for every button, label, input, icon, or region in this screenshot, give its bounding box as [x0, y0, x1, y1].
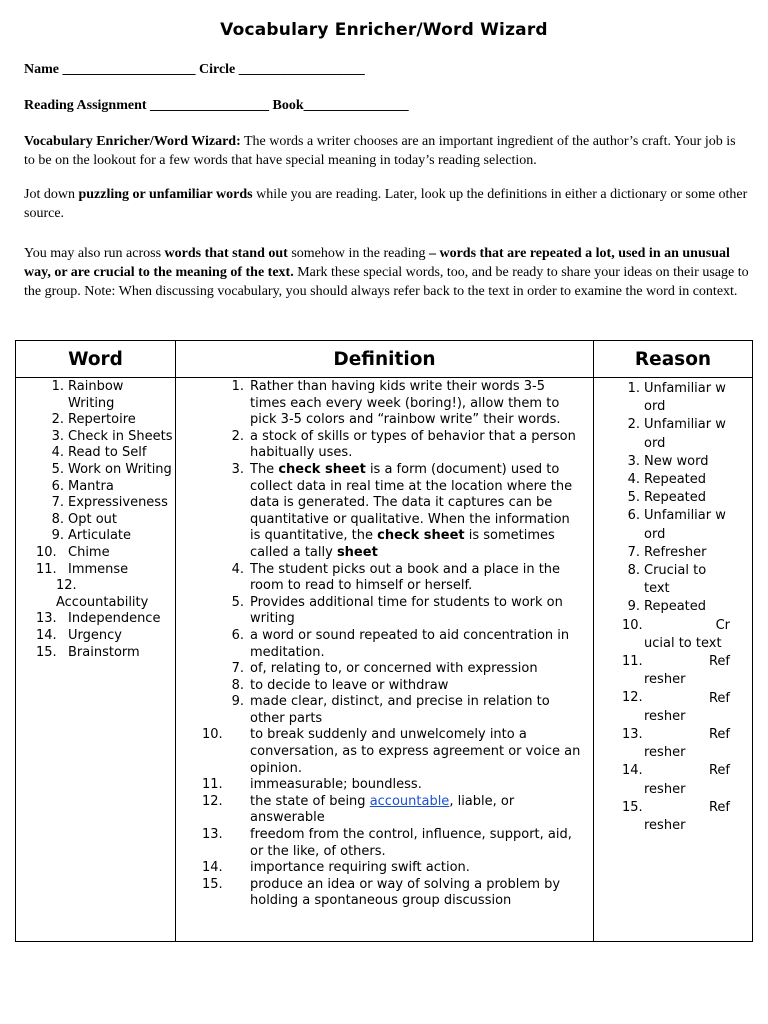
header-definition: Definition: [176, 341, 594, 378]
definition-list: [176, 379, 593, 910]
list-item: 7. Expressiveness: [51, 495, 168, 511]
list-item: 2. Repertoire: [51, 412, 136, 428]
name-circle-line: Name ___________________ Circle __________________: [24, 62, 365, 77]
table-row: [16, 378, 753, 942]
list-item: 11. Immense: [36, 561, 129, 577]
list-item: 1. Unfamiliar word: [627, 381, 726, 415]
list-item: 12. the state of being accountable, liable, or answerable: [202, 793, 515, 826]
list-item: 15. Ref resher: [622, 799, 730, 833]
list-item: 11. immeasurable; boundless.: [202, 777, 422, 793]
list-item: 15. Brainstorm: [36, 644, 140, 660]
definition-column: [176, 378, 594, 942]
list-item: 3. The check sheet is a form (document) used to collect data in real time at the location where the data is generated. The data it captures can be quantitative or qualitative. When the information is quantitative, the check sheet is sometimes called a tally sheet: [231, 461, 573, 560]
list-item: 7. of, relating to, or concerned with expression: [231, 661, 538, 677]
list-item: 14. importance requiring swift action.: [202, 860, 470, 876]
list-item: 14. Urgency: [36, 627, 122, 643]
list-item: 6. Unfamiliar word: [627, 508, 726, 542]
reading-assignment-line: Reading Assignment _________________ Book_______________: [24, 98, 409, 113]
intro-paragraph-2: Jot down puzzling or unfamiliar words while you are reading. Later, look up the definitions in either a dictionary or some other source.: [24, 187, 748, 221]
header-word: Word: [16, 341, 176, 378]
list-item: 13. freedom from the control, influence, support, aid, or the like, of others.: [202, 827, 572, 859]
list-item: 4. Repeated: [627, 472, 707, 488]
list-item: 4. Read to Self: [51, 445, 147, 461]
intro-paragraph-1: Vocabulary Enricher/Word Wizard: The words a writer chooses are an important ingredient of the author’s craft. Your job is to be on the lookout for a few words that have special meaning in today’s reading selection.: [24, 134, 736, 168]
intro-paragraph-3: You may also run across words that stand out somehow in the reading – words that are repeated a lot, used in an unusual way, or are crucial to the meaning of the text. Mark these special words, too, and be ready to share your ideas on their usage to the group. Note: When discussing vocabulary, you should always refer back to the text in order to examine the word in context.: [24, 246, 749, 299]
list-item: 1. Rather than having kids write their words 3-5 times each every week (boring!), allow them to pick 3-5 colors and “rainbow write” their words.: [231, 379, 561, 428]
list-item: 12. Ref resher: [622, 690, 730, 724]
list-item: 9. made clear, distinct, and precise in relation to other parts: [231, 694, 550, 726]
list-item: 14. Ref resher: [622, 763, 730, 797]
header-reason: Reason: [594, 341, 753, 378]
list-item: 1. Rainbow Writing: [51, 379, 124, 411]
list-item: 13. Independence: [36, 611, 161, 627]
word-list: [16, 379, 173, 661]
list-item: 3. New word: [627, 453, 709, 469]
list-item: 10. Chime: [36, 544, 110, 560]
list-item: 5. Repeated: [627, 490, 707, 506]
list-item: 8. Crucial to text: [627, 563, 707, 597]
list-item: 9. Articulate: [51, 528, 132, 544]
list-item: 5. Provides additional time for students to work on writing: [231, 594, 563, 627]
list-item: 6. a word or sound repeated to aid concentration in meditation.: [231, 627, 570, 660]
list-item: 3. Check in Sheets: [51, 428, 173, 444]
list-item: 12. Accountability: [56, 578, 149, 610]
reason-list: [594, 380, 752, 835]
list-item: 5. Work on Writing: [51, 461, 172, 477]
list-item: 2. a stock of skills or types of behavior that a person habitually uses.: [231, 428, 576, 461]
list-item: 10. Cr ucial to text: [622, 617, 730, 651]
list-item: 11. Ref resher: [622, 654, 730, 688]
list-item: 9. Repeated: [627, 599, 707, 615]
list-item: 15. produce an idea or way of solving a problem by holding a spontaneous group discussion: [202, 876, 561, 909]
list-item: 7. Refresher: [627, 544, 707, 560]
word-column: [16, 378, 176, 942]
list-item: 6. Mantra: [51, 478, 114, 494]
vocabulary-table: [15, 340, 753, 942]
list-item: 8. Opt out: [51, 511, 118, 527]
list-item: 13. Ref resher: [622, 726, 730, 761]
list-item: 8. to decide to leave or withdraw: [231, 677, 449, 693]
intro-lead: Vocabulary Enricher/Word Wizard:: [24, 134, 241, 149]
reason-column: [594, 378, 753, 942]
list-item: 4. The student picks out a book and a place in the room to read to himself or herself.: [231, 561, 561, 594]
accountable-link[interactable]: accountable: [369, 793, 450, 809]
page-title: Vocabulary Enricher/Word Wizard: [220, 20, 548, 40]
table-header-row: [16, 341, 753, 378]
list-item: 2. Unfamiliar word: [627, 417, 726, 451]
list-item: 10. to break suddenly and unwelcomely into a conversation, as to express agreement or voice an opinion.: [202, 727, 581, 776]
